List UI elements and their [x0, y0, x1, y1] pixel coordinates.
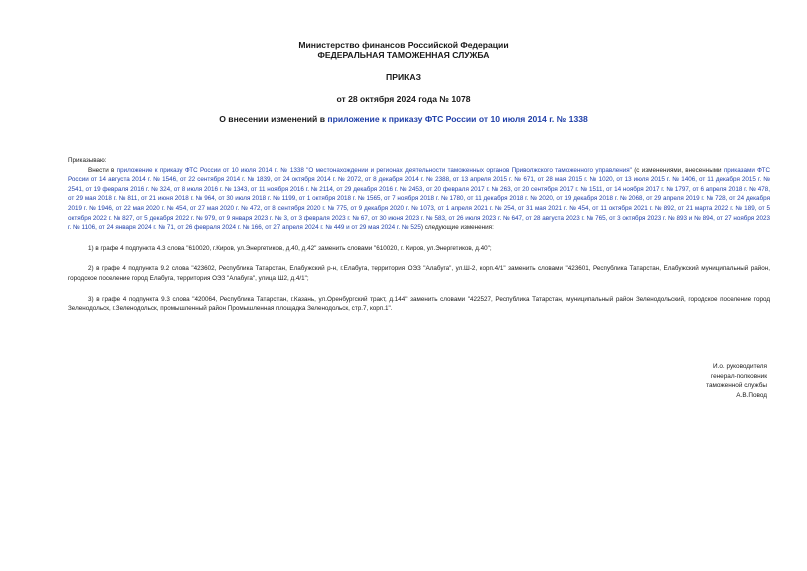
title-prefix: О внесении изменений в	[219, 114, 328, 124]
intro-paragraph	[68, 166, 770, 233]
signature-block	[706, 362, 767, 400]
intro-suffix: ) следующие изменения:	[420, 224, 494, 232]
amendments-link[interactable]: приказами ФТС России от 14 августа 2014 г. № 1546, от 22 сентября 2014 г. № 1839, от 24 октября 2014 г. № 2072, от 8 декабря 2014 г. № 2388, от 13 апреля 2015 г. № 671, от 28 мая 2015 г. № 1020, от 13 июля 2015 г. № 1406, от 11 декабря 2015 г. № 2541, от 19 февраля 2016 г. № 324, от 8 июля 2016 г. № 1343, от 11 ноября 2016 г. № 2114, от 29 декабря 2016 г. № 2453, от 20 февраля 2017 г. № 263, от 20 сентября 2017 г. № 1511, от 14 ноября 2017 г. № 1797, от 6 апреля 2018 г. № 478, от 29 мая 2018 г. № 811, от 21 июня 2018 г. № 964, от 30 июля 2018 г. № 1199, от 1 октября 2018 г. № 1565, от 7 ноября 2018 г. № 1780, от 11 декабря 2018 г. № 2020, от 19 декабря 2018 г. № 2068, от 29 апреля 2019 г. № 728, от 24 декабря 2019 г. № 1946, от 22 мая 2020 г. № 454, от 27 мая 2020 г. № 472, от 8 сентября 2020 г. № 775, от 9 декабря 2020 г. № 1073, от 1 апреля 2021 г. № 254, от 31 мая 2021 г. № 454, от 11 октября 2021 г. № 892, от 21 марта 2022 г. № 189, от 5 октября 2022 г. № 827, от 5 декабря 2022 г. № 979, от 9 января 2023 г. № 3, от 3 февраля 2023 г. № 67, от 30 июня 2023 г. № 583, от 26 июля 2023 г. № 647, от 28 августа 2023 г. № 765, от 3 октября 2023 г. № 893 и № 894, от 27 ноября 2023 г. № 1106, от 24 января 2024 г. № 71, от 26 февраля 2024 г. № 166, от 27 апреля 2024 г. № 449 и от 29 мая 2024 г. № 525	[68, 166, 770, 232]
document-date-number: от 28 октября 2024 года № 1078	[336, 94, 471, 104]
signature-position: И.о. руководителя	[713, 363, 767, 370]
order-line: Приказываю:	[68, 157, 107, 164]
document-type: ПРИКАЗ	[386, 72, 421, 82]
list-item: 3) в графе 4 подпункта 9.3 слова "420064, Республика Татарстан, г.Казань, ул.Оренбургский тракт, д.144" заменить словами "422527, Республика Татарстан, муниципальный район Зеленодольский, городское поселение город Зеленодольск, г.Зеленодольск, промышленный район Промышленная площадка Зеленодольск, стр.7, корп.1".	[68, 295, 770, 313]
document-title	[0, 114, 807, 124]
title-link[interactable]: приложение к приказу ФТС России от 10 июля 2014 г. № 1338	[327, 114, 588, 124]
signature-name: А.В.Повод	[736, 391, 767, 399]
list-item: 1) в графе 4 подпункта 4.3 слова "610020, г.Киров, ул.Энергетиков, д.40, д.42" заменить словами "610020, г. Киров, ул.Энергетиков, д.40";	[88, 244, 492, 252]
signature-service: таможенной службы	[706, 382, 767, 390]
document-body	[68, 156, 770, 314]
intro-prefix: Внести в	[88, 166, 117, 174]
list-item: 2) в графе 4 подпункта 9.2 слова "423602, Республика Татарстан, Елабужский р-н, г.Елабуга, территория ОЭЗ "Алабуга", ул.Ш-2, корп.4/1" заменить словами "423601, Республика Татарстан, Елабужский муниципальный район, городское поселение город Елабуга, территория ОЭЗ "Алабуга", улица Ш2, д.4/1";	[68, 265, 770, 282]
document-header	[0, 40, 807, 104]
order-1338-link[interactable]: приложение к приказу ФТС России от 10 июля 2014 г. № 1338 "О местонахождении и регионах деятельности таможенных органов Приволжского таможенного управления"	[116, 166, 632, 174]
ministry-name: Министерство финансов Российской Федерации	[298, 40, 509, 50]
intro-mid: (с изменениями, внесенными	[631, 166, 724, 174]
service-name: ФЕДЕРАЛЬНАЯ ТАМОЖЕННАЯ СЛУЖБА	[317, 50, 490, 60]
signature-rank: генерал-полковник	[710, 372, 767, 380]
